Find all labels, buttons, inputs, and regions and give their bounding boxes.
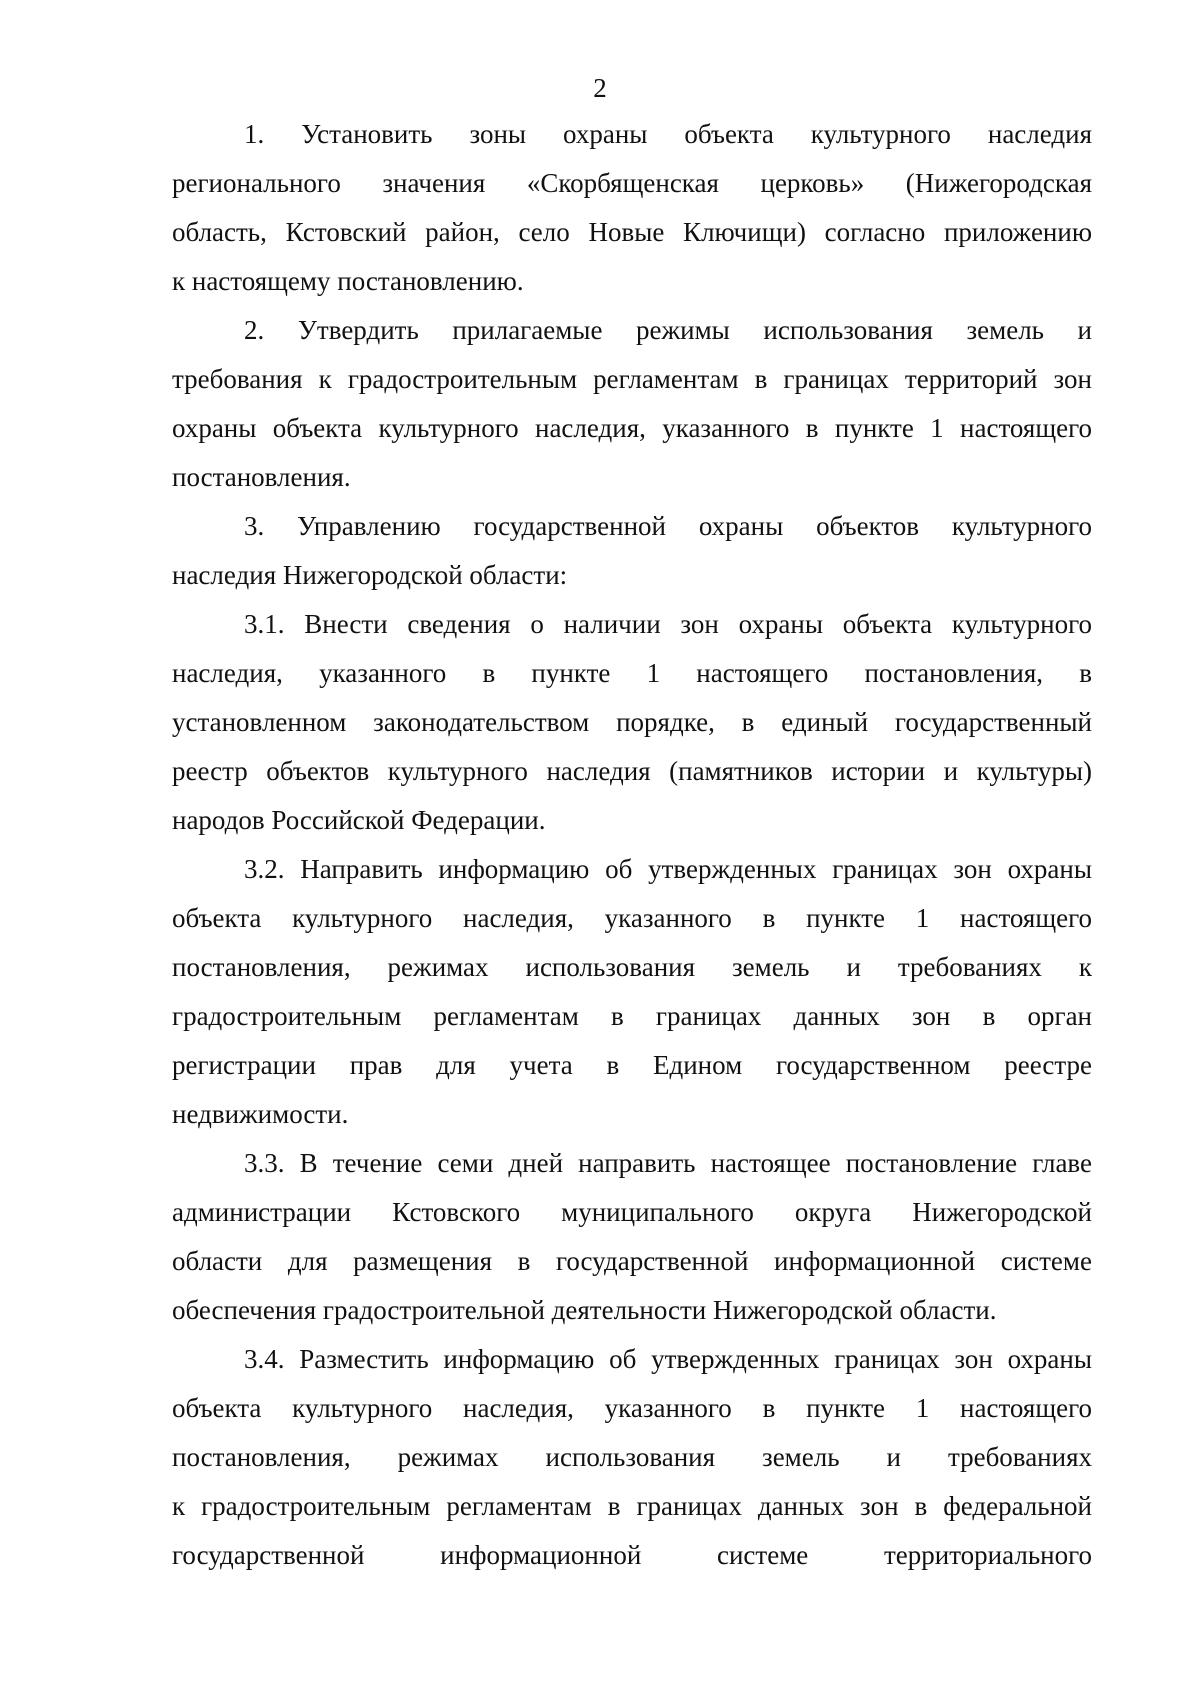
text-line: государственной информационной системе территориального	[172, 1540, 1092, 1570]
text-line: 3.2. Направить информацию об утвержденных границах зон охраны	[244, 854, 1092, 884]
paragraph	[172, 110, 1092, 306]
text-line: постановления, режимах использования земель и требованиях к	[172, 952, 1092, 982]
text-line: 3.3. В течение семи дней направить настоящее постановление главе	[244, 1148, 1092, 1178]
text-line: наследия Нижегородской области:	[172, 560, 568, 590]
text-line: объекта культурного наследия, указанного в пункте 1 настоящего	[172, 1393, 1092, 1423]
text-line: постановления.	[172, 462, 351, 492]
paragraph	[172, 600, 1092, 845]
paragraph	[172, 306, 1092, 502]
text-line: 1. Установить зоны охраны объекта культурного наследия	[244, 119, 1092, 149]
text-line: градостроительным регламентам в границах данных зон в орган	[172, 1001, 1092, 1031]
text-line: 3.1. Внести сведения о наличии зон охраны объекта культурного	[244, 609, 1092, 639]
text-line: постановления, режимах использования земель и требованиях	[172, 1442, 1092, 1472]
text-line: область, Кстовский район, село Новые Ключищи) согласно приложению	[172, 217, 1092, 247]
text-line: регистрации прав для учета в Едином государственном реестре	[172, 1050, 1092, 1080]
text-line: регионального значения «Скорбященская церковь» (Нижегородская	[172, 168, 1092, 198]
paragraph	[172, 1139, 1092, 1335]
text-line: требования к градостроительным регламентам в границах территорий зон	[172, 364, 1092, 394]
text-line: охраны объекта культурного наследия, указанного в пункте 1 настоящего	[172, 413, 1092, 443]
text-line: к градостроительным регламентам в границах данных зон в федеральной	[172, 1491, 1092, 1521]
text-line: 3. Управлению государственной охраны объектов культурного	[244, 511, 1092, 541]
text-line: народов Российской Федерации.	[172, 805, 546, 835]
text-line: области для размещения в государственной информационной системе	[172, 1246, 1092, 1276]
paragraph	[172, 1335, 1092, 1580]
text-line: недвижимости.	[172, 1099, 349, 1129]
text-line: объекта культурного наследия, указанного в пункте 1 настоящего	[172, 903, 1092, 933]
text-line: 2. Утвердить прилагаемые режимы использования земель и	[244, 315, 1092, 345]
paragraph	[172, 502, 1092, 600]
text-line: реестр объектов культурного наследия (памятников истории и культуры)	[172, 756, 1092, 786]
paragraph	[172, 845, 1092, 1139]
text-line: администрации Кстовского муниципального округа Нижегородской	[172, 1197, 1092, 1227]
text-line: наследия, указанного в пункте 1 настоящего постановления, в	[172, 658, 1092, 688]
text-line: к настоящему постановлению.	[172, 266, 524, 296]
text-line: установленном законодательством порядке, в единый государственный	[172, 707, 1092, 737]
page-number: 2	[593, 73, 607, 103]
text-line: 3.4. Разместить информацию об утвержденных границах зон охраны	[244, 1344, 1092, 1374]
text-line: обеспечения градостроительной деятельности Нижегородской области.	[172, 1295, 997, 1325]
document-body	[172, 110, 1092, 1580]
